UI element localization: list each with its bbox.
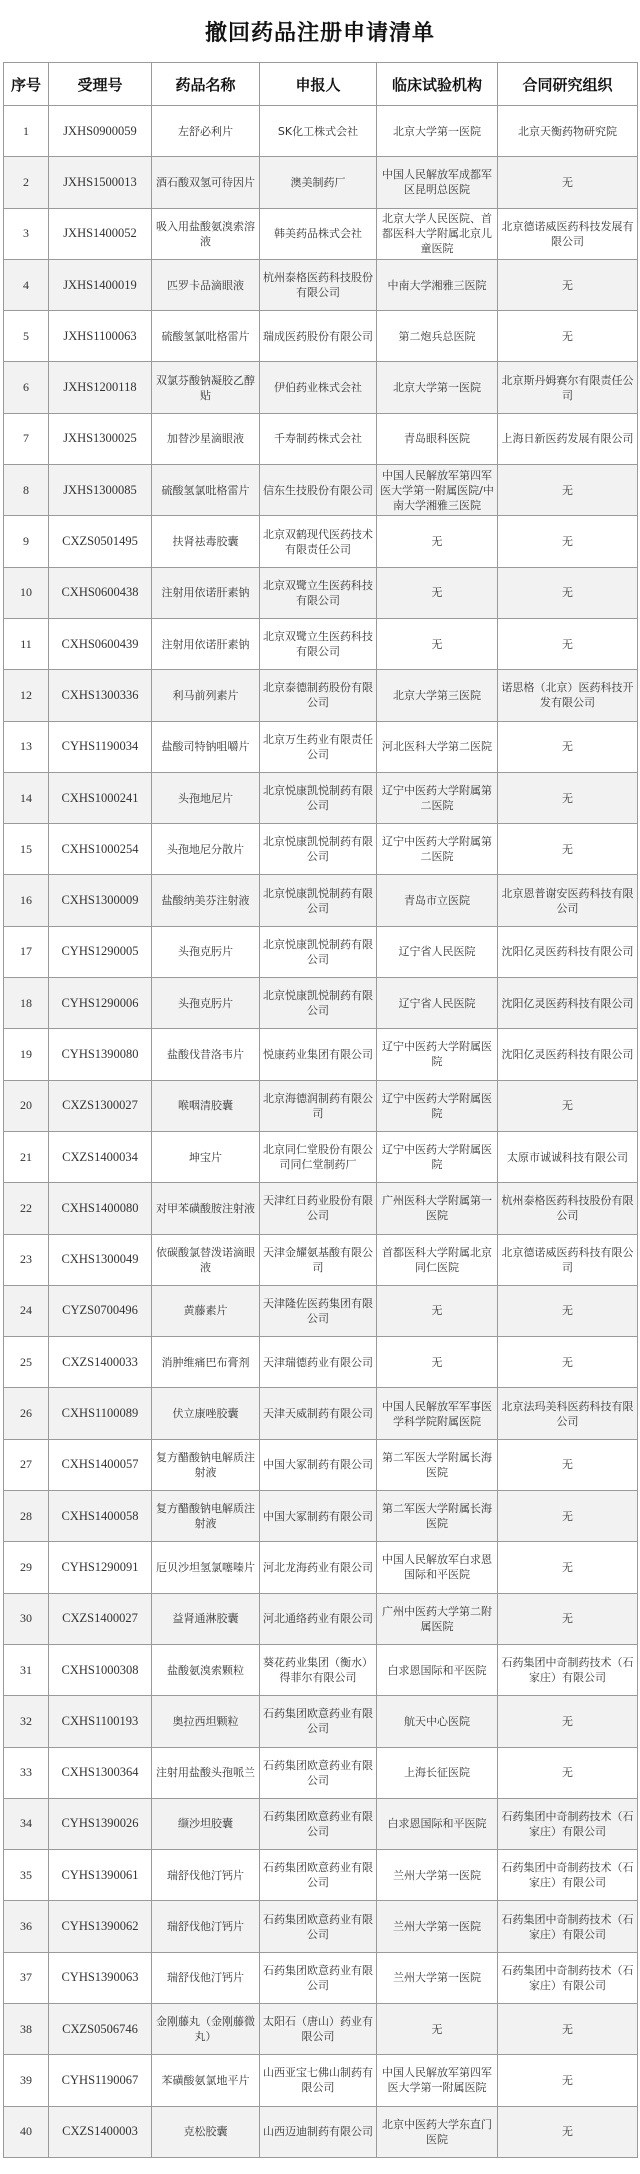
table-row (4, 208, 638, 259)
cell-drug-name: 盐酸纳美芬注射液 (152, 875, 260, 926)
cell-index: 6 (4, 362, 49, 413)
cell-acceptance-no: CXHS1400057 (49, 1439, 152, 1490)
cell-cro: 无 (498, 1696, 638, 1747)
table-row (4, 1901, 638, 1952)
cell-cro: 诺思格（北京）医药科技开发有限公司 (498, 670, 638, 721)
cell-applicant: 石药集团欧意药业有限公司 (260, 1901, 377, 1952)
cell-clinical-institution: 北京大学第一医院 (377, 106, 498, 157)
cell-clinical-institution: 广州中医药大学第二附属医院 (377, 1593, 498, 1644)
cell-cro: 无 (498, 516, 638, 567)
cell-clinical-institution: 河北医科大学第二医院 (377, 721, 498, 772)
cell-index: 7 (4, 413, 49, 464)
cell-clinical-institution: 无 (377, 1285, 498, 1336)
cell-acceptance-no: JXHS1400052 (49, 208, 152, 259)
cell-applicant: 石药集团欧意药业有限公司 (260, 1747, 377, 1798)
table-row (4, 1747, 638, 1798)
cell-index: 39 (4, 2055, 49, 2106)
cell-cro: 无 (498, 259, 638, 310)
header-index: 序号 (4, 63, 49, 106)
cell-drug-name: 扶肾祛毒胶囊 (152, 516, 260, 567)
table-row (4, 1850, 638, 1901)
cell-cro: 无 (498, 157, 638, 208)
withdrawal-table (3, 62, 638, 2158)
table-row (4, 875, 638, 926)
table-row (4, 157, 638, 208)
cell-cro: 沈阳亿灵医药科技有限公司 (498, 978, 638, 1029)
cell-applicant: 石药集团欧意药业有限公司 (260, 1952, 377, 2003)
cell-drug-name: 喉咽清胶囊 (152, 1080, 260, 1131)
cell-drug-name: 硫酸氢氯吡格雷片 (152, 311, 260, 362)
cell-applicant: 北京悦康凯悦制药有限公司 (260, 824, 377, 875)
table-row (4, 1029, 638, 1080)
cell-applicant: 天津隆佐医药集团有限公司 (260, 1285, 377, 1336)
cell-acceptance-no: JXHS0900059 (49, 106, 152, 157)
cell-drug-name: 注射用依诺肝素钠 (152, 567, 260, 618)
cell-clinical-institution: 辽宁中医药大学附属第二医院 (377, 824, 498, 875)
header-applicant: 申报人 (260, 63, 377, 106)
cell-clinical-institution: 辽宁中医药大学附属医院 (377, 1080, 498, 1131)
cell-clinical-institution: 北京大学第三医院 (377, 670, 498, 721)
cell-applicant: 千寿制药株式会社 (260, 413, 377, 464)
cell-applicant: 瑞成医药股份有限公司 (260, 311, 377, 362)
cell-drug-name: 缬沙坦胶囊 (152, 1798, 260, 1849)
cell-clinical-institution: 北京大学人民医院、首都医科大学附属北京儿童医院 (377, 208, 498, 259)
cell-cro: 无 (498, 772, 638, 823)
cell-acceptance-no: JXHS1400019 (49, 259, 152, 310)
cell-drug-name: 吸入用盐酸氨溴索溶液 (152, 208, 260, 259)
cell-drug-name: 盐酸司特钠咀嚼片 (152, 721, 260, 772)
cell-index: 23 (4, 1234, 49, 1285)
cell-applicant: 中国大冢制药有限公司 (260, 1491, 377, 1542)
cell-index: 27 (4, 1439, 49, 1490)
cell-cro: 无 (498, 618, 638, 669)
cell-index: 14 (4, 772, 49, 823)
header-clinical-institution: 临床试验机构 (377, 63, 498, 106)
table-row (4, 824, 638, 875)
cell-applicant: 北京悦康凯悦制药有限公司 (260, 772, 377, 823)
cell-acceptance-no: CXHS1400080 (49, 1183, 152, 1234)
table-row (4, 1644, 638, 1695)
cell-applicant: 河北通络药业有限公司 (260, 1593, 377, 1644)
cell-acceptance-no: CXHS1400058 (49, 1491, 152, 1542)
cell-applicant: 北京泰德制药股份有限公司 (260, 670, 377, 721)
table-row (4, 926, 638, 977)
table-row (4, 362, 638, 413)
cell-applicant: SK化工株式会社 (260, 106, 377, 157)
cell-acceptance-no: CXHS1100089 (49, 1388, 152, 1439)
cell-applicant: 北京悦康凯悦制药有限公司 (260, 926, 377, 977)
cell-cro: 北京德诺威医药科技有限公司 (498, 1234, 638, 1285)
cell-acceptance-no: CYHS1290091 (49, 1542, 152, 1593)
cell-applicant: 石药集团欧意药业有限公司 (260, 1850, 377, 1901)
cell-acceptance-no: CXHS1300009 (49, 875, 152, 926)
cell-acceptance-no: CYHS1190034 (49, 721, 152, 772)
cell-cro: 无 (498, 1593, 638, 1644)
cell-acceptance-no: CXHS0600439 (49, 618, 152, 669)
cell-cro: 无 (498, 1337, 638, 1388)
table-row (4, 1234, 638, 1285)
cell-drug-name: 头孢克肟片 (152, 978, 260, 1029)
cell-clinical-institution: 兰州大学第一医院 (377, 1901, 498, 1952)
table-row (4, 1593, 638, 1644)
cell-drug-name: 对甲苯磺酸胺注射液 (152, 1183, 260, 1234)
cell-applicant: 北京悦康凯悦制药有限公司 (260, 978, 377, 1029)
cell-cro: 北京法玛美科医药科技有限公司 (498, 1388, 638, 1439)
cell-applicant: 伊伯药业株式会社 (260, 362, 377, 413)
table-row (4, 721, 638, 772)
cell-acceptance-no: JXHS1500013 (49, 157, 152, 208)
cell-acceptance-no: CYZS0700496 (49, 1285, 152, 1336)
cell-index: 8 (4, 465, 49, 516)
cell-index: 19 (4, 1029, 49, 1080)
table-row (4, 1952, 638, 2003)
table-row (4, 2003, 638, 2054)
cell-index: 33 (4, 1747, 49, 1798)
cell-drug-name: 头孢克肟片 (152, 926, 260, 977)
cell-index: 28 (4, 1491, 49, 1542)
cell-clinical-institution: 兰州大学第一医院 (377, 1952, 498, 2003)
cell-clinical-institution: 航天中心医院 (377, 1696, 498, 1747)
cell-applicant: 北京双鹭立生医药科技有限公司 (260, 618, 377, 669)
cell-cro: 石药集团中奇制药技术（石家庄）有限公司 (498, 1798, 638, 1849)
cell-index: 13 (4, 721, 49, 772)
cell-index: 21 (4, 1131, 49, 1182)
cell-index: 12 (4, 670, 49, 721)
cell-index: 4 (4, 259, 49, 310)
cell-index: 34 (4, 1798, 49, 1849)
cell-index: 36 (4, 1901, 49, 1952)
cell-cro: 石药集团中奇制药技术（石家庄）有限公司 (498, 1901, 638, 1952)
cell-drug-name: 瑞舒伐他汀钙片 (152, 1952, 260, 2003)
cell-acceptance-no: CXZS1400033 (49, 1337, 152, 1388)
cell-cro: 杭州泰格医药科技股份有限公司 (498, 1183, 638, 1234)
cell-clinical-institution: 第二炮兵总医院 (377, 311, 498, 362)
cell-cro: 无 (498, 311, 638, 362)
table-row (4, 1285, 638, 1336)
cell-clinical-institution: 青岛市立医院 (377, 875, 498, 926)
table-row (4, 2055, 638, 2106)
cell-applicant: 北京双鹭立生医药科技有限公司 (260, 567, 377, 618)
cell-clinical-institution: 北京大学第一医院 (377, 362, 498, 413)
cell-applicant: 信东生技股份有限公司 (260, 465, 377, 516)
cell-clinical-institution: 白求恩国际和平医院 (377, 1798, 498, 1849)
cell-index: 16 (4, 875, 49, 926)
cell-index: 30 (4, 1593, 49, 1644)
cell-acceptance-no: CYHS1390026 (49, 1798, 152, 1849)
cell-drug-name: 注射用依诺肝素钠 (152, 618, 260, 669)
cell-drug-name: 苯磺酸氨氯地平片 (152, 2055, 260, 2106)
cell-clinical-institution: 中国人民解放军第四军医大学第一附属医院 (377, 2055, 498, 2106)
table-row (4, 516, 638, 567)
cell-applicant: 北京悦康凯悦制药有限公司 (260, 875, 377, 926)
cell-clinical-institution: 北京中医药大学东直门医院 (377, 2106, 498, 2157)
cell-clinical-institution: 无 (377, 516, 498, 567)
cell-index: 3 (4, 208, 49, 259)
cell-acceptance-no: CXZS0501495 (49, 516, 152, 567)
cell-applicant: 北京同仁堂股份有限公司同仁堂制药厂 (260, 1131, 377, 1182)
header-cro: 合同研究组织 (498, 63, 638, 106)
cell-drug-name: 益肾通淋胶囊 (152, 1593, 260, 1644)
cell-applicant: 中国大冢制药有限公司 (260, 1439, 377, 1490)
cell-clinical-institution: 第二军医大学附属长海医院 (377, 1491, 498, 1542)
cell-cro: 北京天衡药物研究院 (498, 106, 638, 157)
cell-applicant: 太阳石（唐山）药业有限公司 (260, 2003, 377, 2054)
table-row (4, 1388, 638, 1439)
cell-acceptance-no: CXZS1400003 (49, 2106, 152, 2157)
cell-cro: 北京斯丹姆赛尔有限责任公司 (498, 362, 638, 413)
table-body (4, 106, 638, 2158)
cell-acceptance-no: CXHS1300049 (49, 1234, 152, 1285)
cell-drug-name: 金刚藤丸（金刚藤微丸） (152, 2003, 260, 2054)
cell-drug-name: 克松胶囊 (152, 2106, 260, 2157)
cell-cro: 无 (498, 1747, 638, 1798)
cell-applicant: 山西迈迪制药有限公司 (260, 2106, 377, 2157)
cell-index: 24 (4, 1285, 49, 1336)
table-row (4, 1542, 638, 1593)
table-row (4, 1491, 638, 1542)
cell-index: 15 (4, 824, 49, 875)
cell-index: 17 (4, 926, 49, 977)
table-header-row (4, 63, 638, 106)
cell-cro: 北京恩普谢安医药科技有限公司 (498, 875, 638, 926)
cell-clinical-institution: 中国人民解放军成都军区昆明总医院 (377, 157, 498, 208)
cell-acceptance-no: JXHS1100063 (49, 311, 152, 362)
cell-drug-name: 瑞舒伐他汀钙片 (152, 1850, 260, 1901)
cell-cro: 沈阳亿灵医药科技有限公司 (498, 1029, 638, 1080)
cell-index: 10 (4, 567, 49, 618)
header-acceptance-no: 受理号 (49, 63, 152, 106)
cell-acceptance-no: CYHS1390062 (49, 1901, 152, 1952)
cell-acceptance-no: CYHS1290005 (49, 926, 152, 977)
cell-applicant: 河北龙海药业有限公司 (260, 1542, 377, 1593)
cell-index: 9 (4, 516, 49, 567)
cell-cro: 无 (498, 1285, 638, 1336)
cell-acceptance-no: JXHS1300085 (49, 465, 152, 516)
cell-clinical-institution: 无 (377, 618, 498, 669)
table-row (4, 1439, 638, 1490)
cell-applicant: 北京双鹤现代医药技术有限责任公司 (260, 516, 377, 567)
cell-applicant: 石药集团欧意药业有限公司 (260, 1798, 377, 1849)
cell-clinical-institution: 兰州大学第一医院 (377, 1850, 498, 1901)
cell-acceptance-no: CXZS0506746 (49, 2003, 152, 2054)
table-row (4, 465, 638, 516)
cell-drug-name: 左舒必利片 (152, 106, 260, 157)
cell-acceptance-no: CXZS1400034 (49, 1131, 152, 1182)
cell-index: 40 (4, 2106, 49, 2157)
cell-clinical-institution: 白求恩国际和平医院 (377, 1644, 498, 1695)
cell-applicant: 澳美制药厂 (260, 157, 377, 208)
cell-clinical-institution: 首都医科大学附属北京同仁医院 (377, 1234, 498, 1285)
cell-index: 32 (4, 1696, 49, 1747)
cell-acceptance-no: JXHS1200118 (49, 362, 152, 413)
cell-index: 5 (4, 311, 49, 362)
cell-cro: 无 (498, 465, 638, 516)
cell-drug-name: 黄藤素片 (152, 1285, 260, 1336)
table-row (4, 259, 638, 310)
cell-cro: 无 (498, 721, 638, 772)
cell-drug-name: 注射用盐酸头孢哌兰 (152, 1747, 260, 1798)
cell-drug-name: 酒石酸双氢可待因片 (152, 157, 260, 208)
cell-acceptance-no: CXHS1000241 (49, 772, 152, 823)
cell-index: 11 (4, 618, 49, 669)
cell-cro: 无 (498, 1439, 638, 1490)
cell-acceptance-no: CXZS1300027 (49, 1080, 152, 1131)
cell-cro: 无 (498, 1491, 638, 1542)
table-row (4, 1798, 638, 1849)
cell-applicant: 杭州泰格医药科技股份有限公司 (260, 259, 377, 310)
cell-drug-name: 双氯芬酸钠凝胶乙醇贴 (152, 362, 260, 413)
cell-clinical-institution: 无 (377, 2003, 498, 2054)
cell-acceptance-no: CXHS1000308 (49, 1644, 152, 1695)
cell-acceptance-no: CYHS1290006 (49, 978, 152, 1029)
cell-index: 1 (4, 106, 49, 157)
cell-drug-name: 复方醋酸钠电解质注射液 (152, 1491, 260, 1542)
cell-drug-name: 利马前列素片 (152, 670, 260, 721)
cell-clinical-institution: 广州医科大学附属第一医院 (377, 1183, 498, 1234)
cell-clinical-institution: 第二军医大学附属长海医院 (377, 1439, 498, 1490)
table-row (4, 106, 638, 157)
cell-cro: 上海日新医药发展有限公司 (498, 413, 638, 464)
cell-clinical-institution: 辽宁中医药大学附属第二医院 (377, 772, 498, 823)
cell-acceptance-no: CYHS1390061 (49, 1850, 152, 1901)
cell-applicant: 韩美药品株式会社 (260, 208, 377, 259)
cell-applicant: 北京万生药业有限责任公司 (260, 721, 377, 772)
cell-index: 31 (4, 1644, 49, 1695)
cell-index: 25 (4, 1337, 49, 1388)
cell-cro: 石药集团中奇制药技术（石家庄）有限公司 (498, 1644, 638, 1695)
cell-clinical-institution: 青岛眼科医院 (377, 413, 498, 464)
cell-acceptance-no: CXZS1400027 (49, 1593, 152, 1644)
cell-index: 37 (4, 1952, 49, 2003)
cell-cro: 无 (498, 2106, 638, 2157)
table-row (4, 772, 638, 823)
table-row (4, 567, 638, 618)
table-row (4, 1131, 638, 1182)
cell-clinical-institution: 辽宁省人民医院 (377, 978, 498, 1029)
cell-applicant: 山西亚宝七佛山制药有限公司 (260, 2055, 377, 2106)
cell-acceptance-no: CYHS1390063 (49, 1952, 152, 2003)
cell-index: 29 (4, 1542, 49, 1593)
cell-drug-name: 盐酸伐昔洛韦片 (152, 1029, 260, 1080)
cell-acceptance-no: CYHS1190067 (49, 2055, 152, 2106)
cell-acceptance-no: CXHS1300336 (49, 670, 152, 721)
cell-cro: 无 (498, 567, 638, 618)
cell-drug-name: 头孢地尼分散片 (152, 824, 260, 875)
cell-drug-name: 瑞舒伐他汀钙片 (152, 1901, 260, 1952)
cell-clinical-institution: 中国人民解放军军事医学科学院附属医院 (377, 1388, 498, 1439)
table-row (4, 618, 638, 669)
cell-clinical-institution: 无 (377, 567, 498, 618)
cell-acceptance-no: CXHS1000254 (49, 824, 152, 875)
cell-index: 2 (4, 157, 49, 208)
table-row (4, 670, 638, 721)
cell-cro: 无 (498, 2003, 638, 2054)
cell-clinical-institution: 中国人民解放军第四军医大学第一附属医院/中南大学湘雅三医院 (377, 465, 498, 516)
cell-index: 18 (4, 978, 49, 1029)
cell-cro: 沈阳亿灵医药科技有限公司 (498, 926, 638, 977)
cell-applicant: 北京海德润制药有限公司 (260, 1080, 377, 1131)
header-drug-name: 药品名称 (152, 63, 260, 106)
table-row (4, 311, 638, 362)
cell-index: 20 (4, 1080, 49, 1131)
cell-drug-name: 坤宝片 (152, 1131, 260, 1182)
cell-cro: 无 (498, 1080, 638, 1131)
cell-clinical-institution: 辽宁中医药大学附属医院 (377, 1029, 498, 1080)
table-row (4, 978, 638, 1029)
cell-cro: 无 (498, 1542, 638, 1593)
cell-index: 35 (4, 1850, 49, 1901)
cell-applicant: 天津瑞德药业有限公司 (260, 1337, 377, 1388)
table-row (4, 1080, 638, 1131)
table-row (4, 1337, 638, 1388)
cell-acceptance-no: CYHS1390080 (49, 1029, 152, 1080)
cell-acceptance-no: CXHS1100193 (49, 1696, 152, 1747)
cell-acceptance-no: JXHS1300025 (49, 413, 152, 464)
cell-index: 26 (4, 1388, 49, 1439)
cell-clinical-institution: 中国人民解放军白求恩国际和平医院 (377, 1542, 498, 1593)
cell-clinical-institution: 辽宁中医药大学附属医院 (377, 1131, 498, 1182)
page-title: 撤回药品注册申请清单 (204, 20, 435, 46)
cell-drug-name: 硫酸氢氯吡格雷片 (152, 465, 260, 516)
cell-drug-name: 匹罗卡品滴眼液 (152, 259, 260, 310)
table-row (4, 1696, 638, 1747)
cell-cro: 无 (498, 824, 638, 875)
cell-applicant: 葵花药业集团（衡水）得菲尔有限公司 (260, 1644, 377, 1695)
cell-drug-name: 加替沙星滴眼液 (152, 413, 260, 464)
cell-acceptance-no: CXHS0600438 (49, 567, 152, 618)
cell-drug-name: 头孢地尼片 (152, 772, 260, 823)
cell-acceptance-no: CXHS1300364 (49, 1747, 152, 1798)
cell-cro: 石药集团中奇制药技术（石家庄）有限公司 (498, 1952, 638, 2003)
cell-cro: 太原市诚诚科技有限公司 (498, 1131, 638, 1182)
cell-applicant: 天津金耀氨基酸有限公司 (260, 1234, 377, 1285)
table-row (4, 2106, 638, 2157)
cell-drug-name: 消肿维痛巴布膏剂 (152, 1337, 260, 1388)
table-row (4, 1183, 638, 1234)
cell-clinical-institution: 上海长征医院 (377, 1747, 498, 1798)
cell-cro: 北京德诺威医药科技发展有限公司 (498, 208, 638, 259)
cell-clinical-institution: 无 (377, 1337, 498, 1388)
cell-drug-name: 复方醋酸钠电解质注射液 (152, 1439, 260, 1490)
cell-applicant: 悦康药业集团有限公司 (260, 1029, 377, 1080)
cell-index: 22 (4, 1183, 49, 1234)
cell-drug-name: 依碳酸氯替泼诺滴眼液 (152, 1234, 260, 1285)
cell-cro: 无 (498, 2055, 638, 2106)
cell-applicant: 天津天威制药有限公司 (260, 1388, 377, 1439)
cell-drug-name: 伏立康唑胶囊 (152, 1388, 260, 1439)
cell-index: 38 (4, 2003, 49, 2054)
cell-cro: 石药集团中奇制药技术（石家庄）有限公司 (498, 1850, 638, 1901)
cell-clinical-institution: 辽宁省人民医院 (377, 926, 498, 977)
cell-drug-name: 盐酸氨溴索颗粒 (152, 1644, 260, 1695)
cell-clinical-institution: 中南大学湘雅三医院 (377, 259, 498, 310)
cell-applicant: 天津红日药业股份有限公司 (260, 1183, 377, 1234)
cell-applicant: 石药集团欧意药业有限公司 (260, 1696, 377, 1747)
cell-drug-name: 厄贝沙坦氢氯噻嗪片 (152, 1542, 260, 1593)
table-row (4, 413, 638, 464)
cell-drug-name: 奥拉西坦颗粒 (152, 1696, 260, 1747)
